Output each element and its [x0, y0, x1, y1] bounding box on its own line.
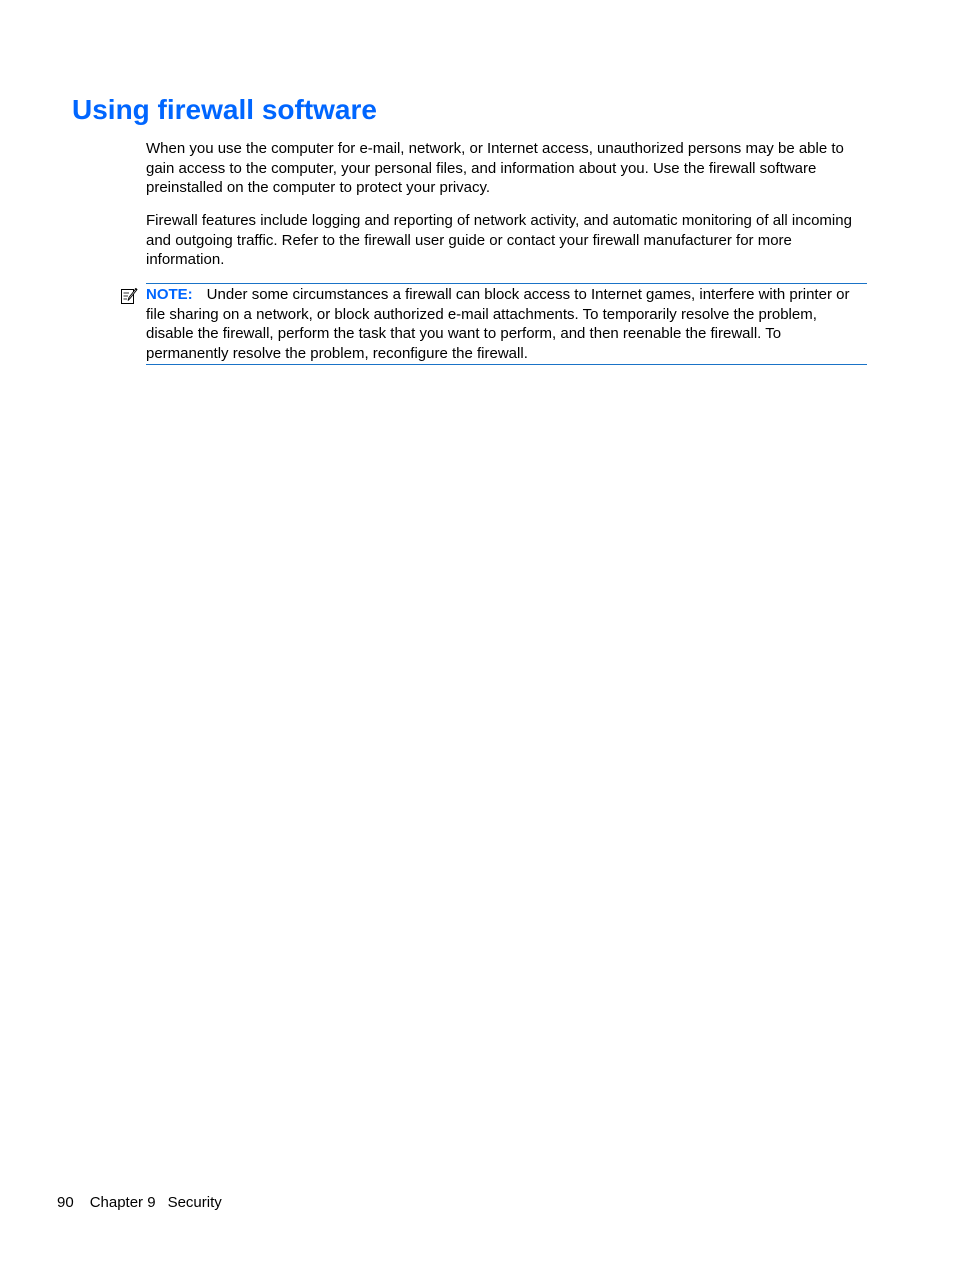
note-text: Under some circumstances a firewall can block access to Internet games, interfere with printer or file sharing on a network, or block authorized e-mail attachments. To temporarily resolve the problem, disable the firewall, perform the task that you want to perform, and then reenable the firewall. To permanently resolve the problem, reconfigure the firewall. [146, 286, 850, 362]
page-number: 90 [57, 1194, 74, 1211]
body-paragraph-features: Firewall features include logging and reporting of network activity, and automatic monitoring of all incoming and outgoing traffic. Refer to the firewall user guide or contact your firewall manufacturer for more information. [146, 212, 852, 268]
note-icon [120, 287, 138, 305]
body-paragraph-privacy: When you use the computer for e-mail, network, or Internet access, unauthorized persons may be able to gain access to the computer, your personal files, and information about you. Use the firewall software preinstalled on the computer to protect your privacy. [146, 140, 844, 196]
note-label: NOTE: [146, 286, 193, 303]
chapter-label: Chapter 9 [89, 1194, 156, 1211]
page-footer [57, 1193, 222, 1213]
note-block [146, 283, 867, 365]
section-label: Security [167, 1194, 222, 1211]
page-title: Using firewall software [72, 94, 377, 125]
